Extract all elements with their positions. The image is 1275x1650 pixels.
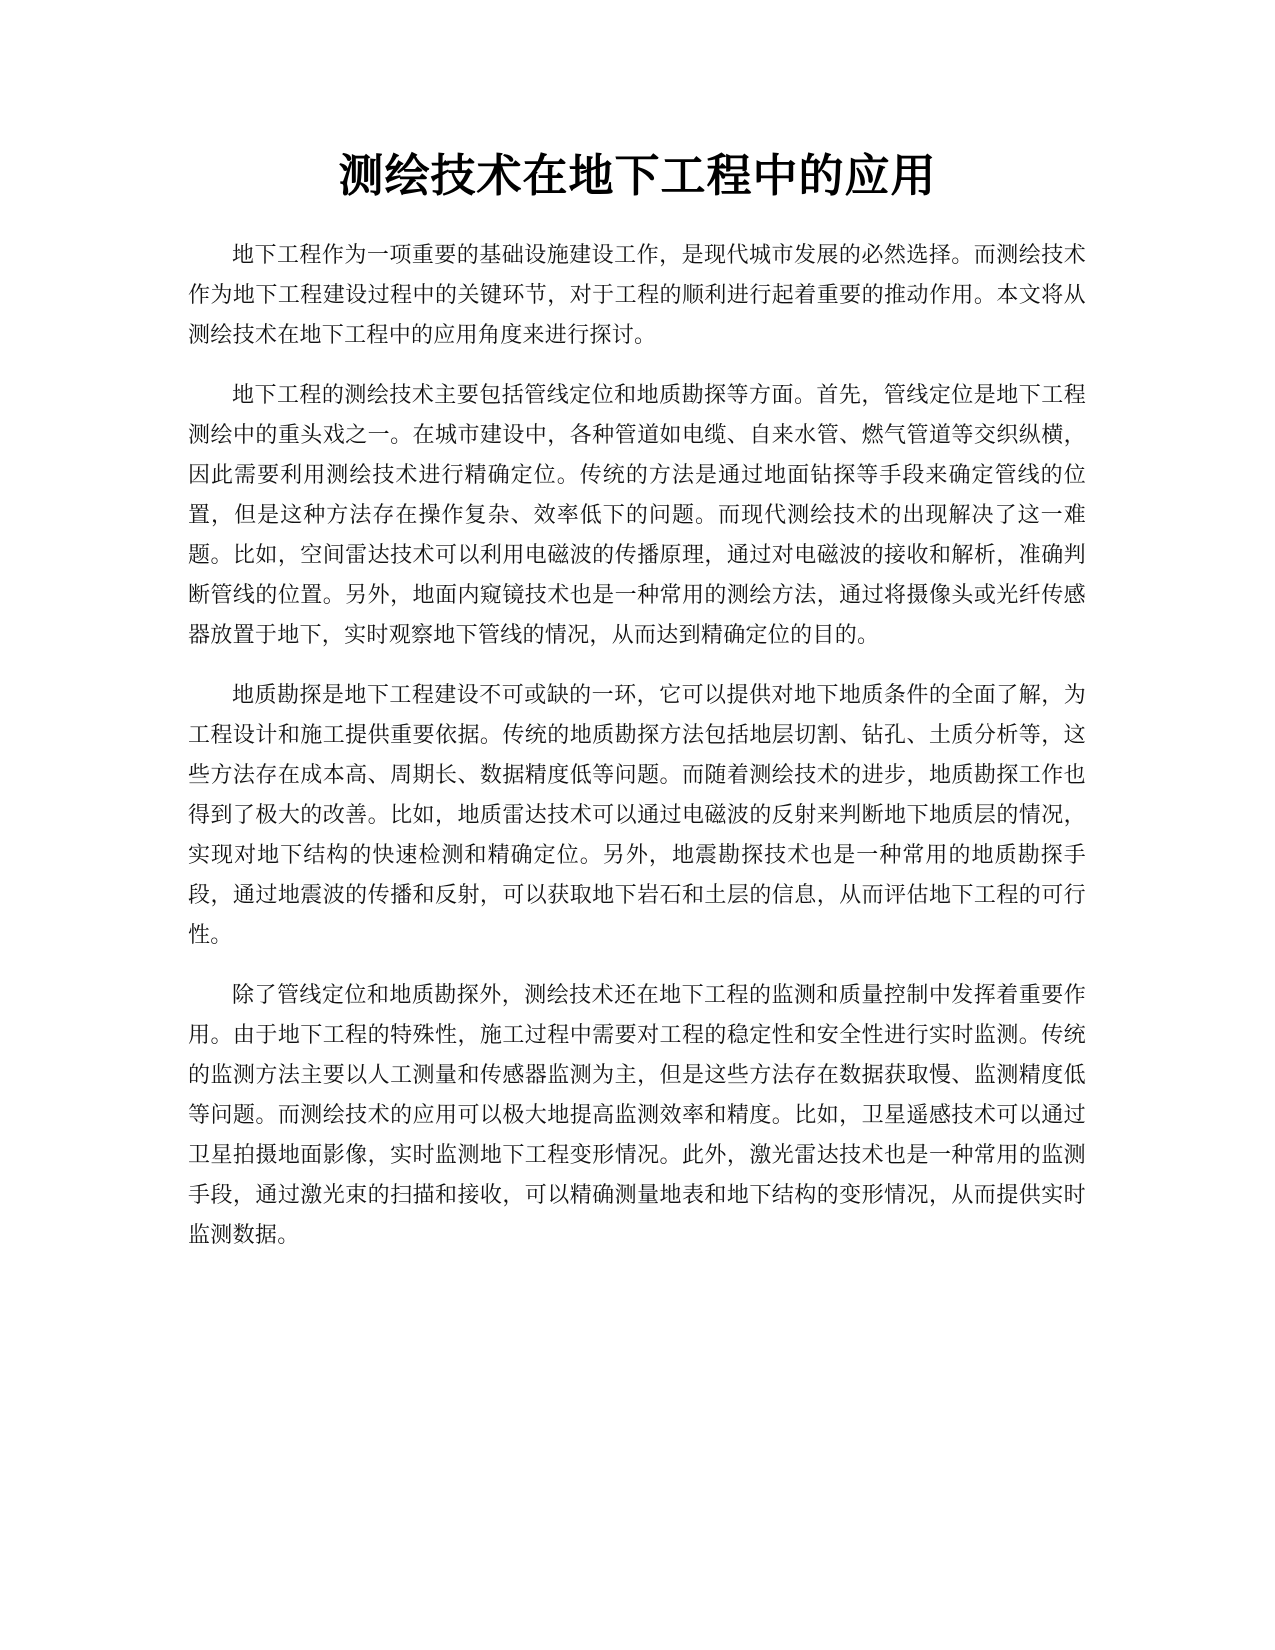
- paragraph-intro: 地下工程作为一项重要的基础设施建设工作，是现代城市发展的必然选择。而测绘技术作为地下工程建设过程中的关键环节，对于工程的顺利进行起着重要的推动作用。本文将从测绘技术在地下工程中的应用角度来进行探讨。: [188, 243, 1086, 348]
- paragraph-geological-survey: 地质勘探是地下工程建设不可或缺的一环，它可以提供对地下地质条件的全面了解，为工程设计和施工提供重要依据。传统的地质勘探方法包括地层切割、钻孔、土质分析等，这些方法存在成本高、周期长、数据精度低等问题。而随着测绘技术的进步，地质勘探工作也得到了极大的改善。比如，地质雷达技术可以通过电磁波的反射来判断地下地质层的情况，实现对地下结构的快速检测和精确定位。另外，地震勘探技术也是一种常用的地质勘探手段，通过地震波的传播和反射，可以获取地下岩石和土层的信息，从而评估地下工程的可行性。: [188, 683, 1086, 948]
- document-body: [188, 236, 1086, 1276]
- paragraph-pipeline-positioning: 地下工程的测绘技术主要包括管线定位和地质勘探等方面。首先，管线定位是地下工程测绘中的重头戏之一。在城市建设中，各种管道如电缆、自来水管、燃气管道等交织纵横，因此需要利用测绘技术进行精确定位。传统的方法是通过地面钻探等手段来确定管线的位置，但是这种方法存在操作复杂、效率低下的问题。而现代测绘技术的出现解决了这一难题。比如，空间雷达技术可以利用电磁波的传播原理，通过对电磁波的接收和解析，准确判断管线的位置。另外，地面内窥镜技术也是一种常用的测绘方法，通过将摄像头或光纤传感器放置于地下，实时观察地下管线的情况，从而达到精确定位的目的。: [188, 383, 1086, 648]
- paragraph-monitoring: 除了管线定位和地质勘探外，测绘技术还在地下工程的监测和质量控制中发挥着重要作用。由于地下工程的特殊性，施工过程中需要对工程的稳定性和安全性进行实时监测。传统的监测方法主要以人工测量和传感器监测为主，但是这些方法存在数据获取慢、监测精度低等问题。而测绘技术的应用可以极大地提高监测效率和精度。比如，卫星遥感技术可以通过卫星拍摄地面影像，实时监测地下工程变形情况。此外，激光雷达技术也是一种常用的监测手段，通过激光束的扫描和接收，可以精确测量地表和地下结构的变形情况，从而提供实时监测数据。: [188, 983, 1086, 1248]
- page-title: 测绘技术在地下工程中的应用: [338, 149, 937, 202]
